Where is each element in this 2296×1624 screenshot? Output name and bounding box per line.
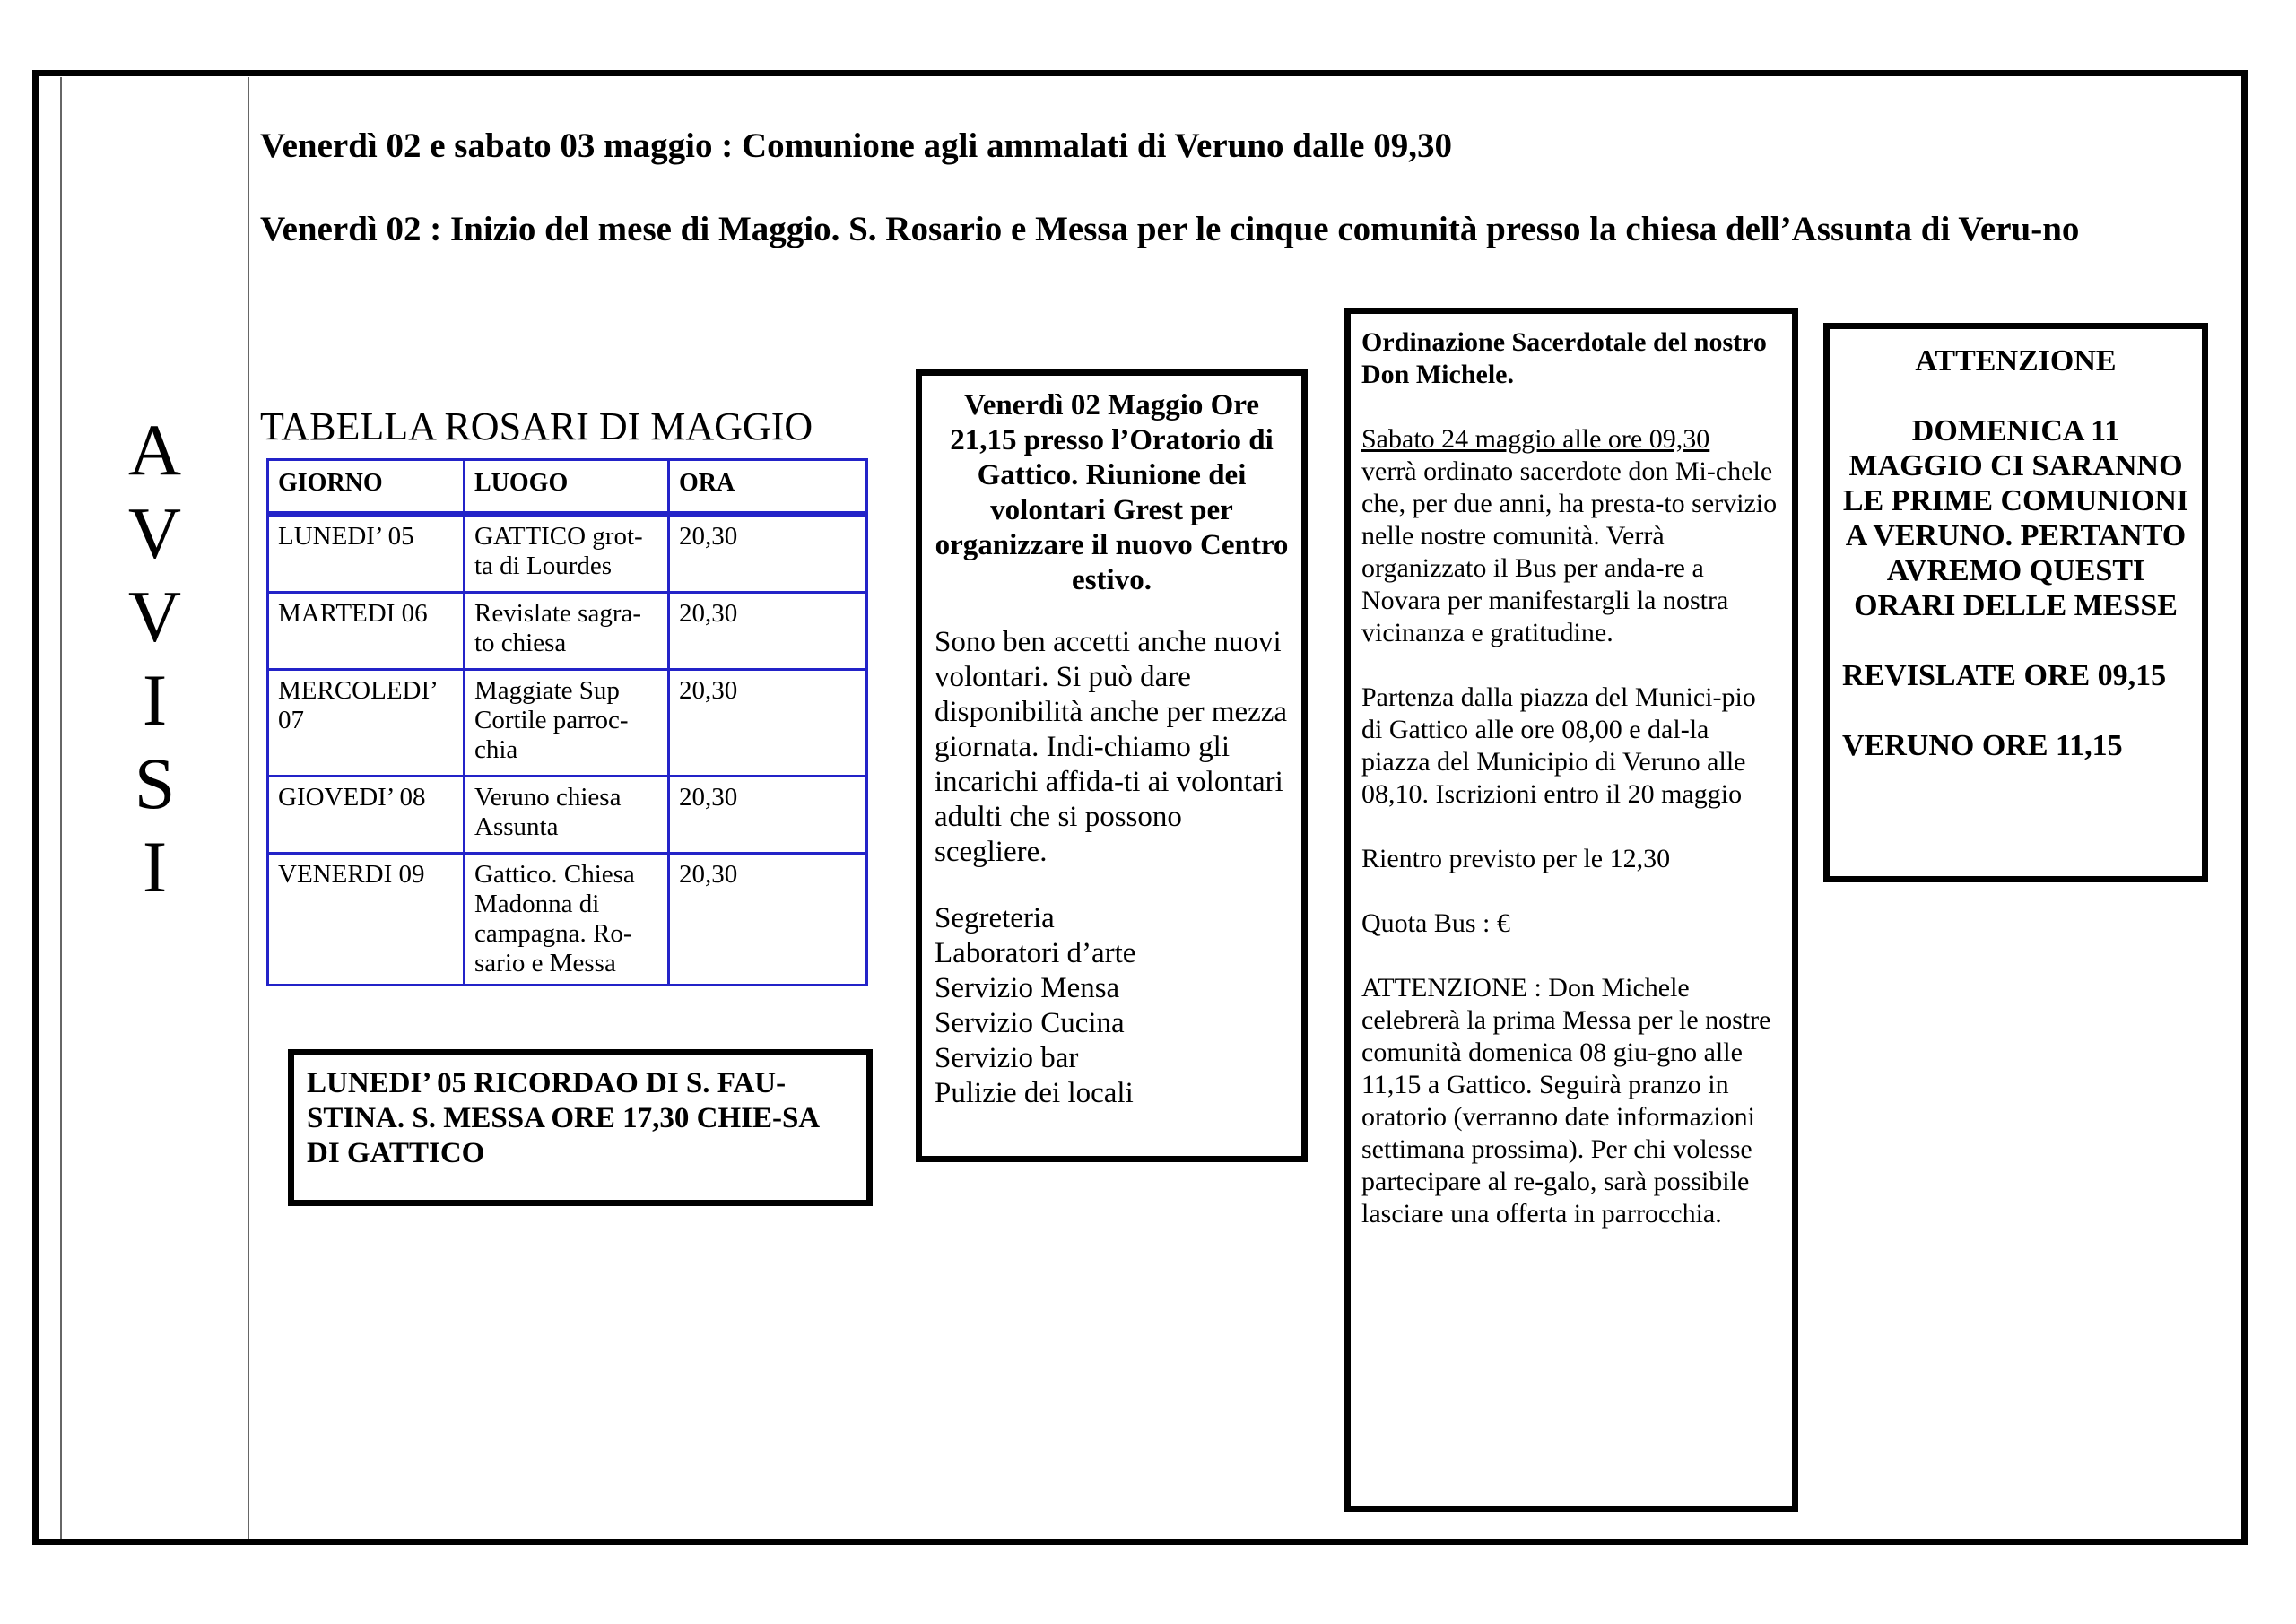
list-item: Pulizie dei locali [935,1077,1134,1109]
notice-mese-maggio: Venerdì 02 : Inizio del mese di Maggio. S. Rosario e Messa per le cinque comunità presso la chiesa dell’Assunta di Veru-no [260,210,2080,248]
list-item: Laboratori d’arte [935,937,1136,969]
attenzione-revislate: REVISLATE ORE 09,15 [1842,659,2167,692]
list-item: Segreteria [935,902,1055,934]
faustina-notice-box [288,1049,873,1206]
cell-ora: 20,30 [670,777,865,855]
ordinazione-paragraph: ATTENZIONE : Don Michele celebrerà la prima Messa per le nostre comunità domenica 08 giu-gno alle 11,15 a Gattico. Seguirà pranzo in oratorio (verranno date informazioni settimana prossima). Per chi volesse partecipare al re-galo, sarà possibile lasciare una offerta in parrocchia. [1361,973,1771,1229]
grest-notice-box [916,369,1308,1162]
table-header-row [269,461,865,517]
header-giorno: GIORNO [269,461,465,517]
cell-luogo: GATTICO grot-ta di Lourdes [465,517,670,594]
cell-ora: 20,30 [679,860,738,889]
ordinazione-date: Sabato 24 maggio alle ore 09,30 [1361,424,1710,454]
rosari-table-title: TABELLA ROSARI DI MAGGIO [260,404,813,448]
grest-heading: Venerdì 02 Maggio Ore 21,15 presso l’Oratorio di Gattico. Riunione dei volontari Grest per organizzare il nuovo Centro estivo. [935,389,1289,596]
cell-luogo: Revislate sagra-to chiesa [465,594,670,671]
avvisi-letter: V [127,576,182,657]
cell-luogo: Maggiate Sup Cortile parroc-chia [465,671,670,777]
cell-luogo: Veruno chiesa Assunta [465,777,670,855]
ordinazione-title: Ordinazione Sacerdotale del nostro Don Michele. [1361,327,1767,389]
cell-giorno: MARTEDI 06 [269,594,465,671]
table-row [269,594,865,671]
cell-giorno: MERCOLEDI’ 07 [269,671,465,777]
avvisi-letter: I [142,659,168,741]
cell-ora: 20,30 [670,671,865,777]
avvisi-letter: V [127,492,182,574]
ordinazione-paragraph: Partenza dalla piazza del Munici-pio di Gattico alle ore 08,00 e dal-la piazza del Municipio di Veruno alle 08,10. Iscrizioni entro il 20 maggio [1361,682,1756,809]
avvisi-letter: A [127,409,182,491]
attenzione-veruno: VERUNO ORE 11,15 [1842,729,2123,762]
grest-body: Sono ben accetti anche nuovi volontari. Si può dare disponibilità anche per mezza giornata. Indi-chiamo gli incarichi affida-ti ai volontari adulti che si possono scegliere. [935,626,1288,868]
table-row [269,517,865,594]
ordinazione-paragraph: verrà ordinato sacerdote don Mi-chele che, per due anni, ha presta-to servizio nelle nostre comunità. Verrà organizzato il Bus per anda-re a Novara per manifestargli la nostra vicinanza e gratitudine. [1361,456,1778,647]
cell-ora: 20,30 [670,517,865,594]
table-row [269,855,865,984]
ordinazione-paragraph: Quota Bus : € [1361,908,1510,938]
notice-comunione: Venerdì 02 e sabato 03 maggio : Comunione agli ammalati di Veruno dalle 09,30 [260,126,1452,165]
list-item: Servizio bar [935,1042,1079,1074]
rosari-table [266,458,868,986]
header-luogo: LUOGO [465,461,670,517]
ordinazione-paragraph: Rientro previsto per le 12,30 [1361,844,1671,873]
avvisi-letter: I [142,826,168,908]
cell-ora: 20,30 [670,594,865,671]
table-row [269,671,865,777]
cell-giorno: GIOVEDI’ 08 [269,777,465,855]
avvisi-vertical-title [63,408,247,908]
attenzione-title: ATTENZIONE [1915,344,2117,378]
ordinazione-notice-box [1344,308,1798,1512]
avvisi-letter: S [134,743,176,824]
list-item: Servizio Cucina [935,1007,1125,1039]
header-ora: ORA [670,461,865,517]
grest-roles-list [935,901,1289,1111]
attenzione-notice-box [1823,323,2208,882]
faustina-notice-text: LUNEDI’ 05 RICORDAO DI S. FAU-STINA. S. MESSA ORE 17,30 CHIE-SA DI GATTICO [307,1067,819,1169]
list-item: Servizio Mensa [935,972,1120,1004]
table-row [269,777,865,855]
cell-luogo: Gattico. Chiesa Madonna di campagna. Ro-sario e Messa [465,855,670,984]
cell-giorno: VENERDI 09 [269,855,465,984]
attenzione-message: DOMENICA 11 MAGGIO CI SARANNO LE PRIME COMUNIONI A VERUNO. PERTANTO AVREMO QUESTI ORARI DELLE MESSE [1842,414,2189,622]
cell-giorno: LUNEDI’ 05 [269,517,465,594]
